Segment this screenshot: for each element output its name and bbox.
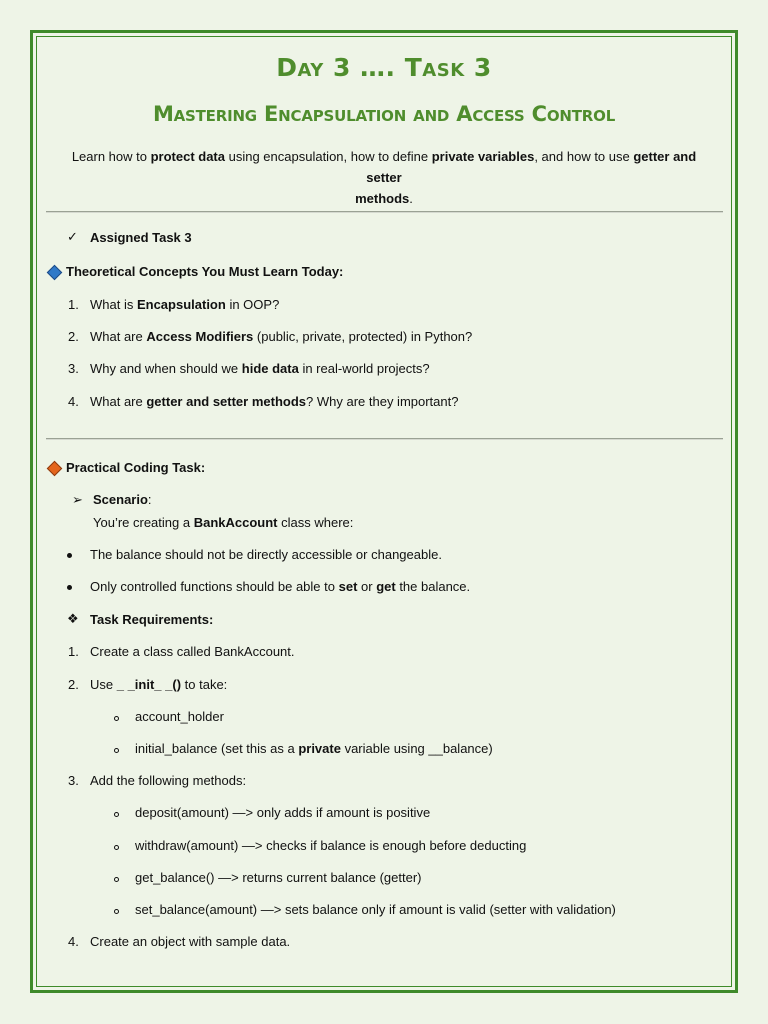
circle-bullet-icon bbox=[114, 748, 119, 753]
list-number: 2. bbox=[68, 677, 79, 692]
bullet-icon bbox=[67, 553, 72, 558]
requirement-item: Add the following methods: bbox=[90, 773, 247, 788]
theory-heading: Theoretical Concepts You Must Learn Today: bbox=[66, 264, 344, 279]
practical-heading: Practical Coding Task: bbox=[66, 460, 206, 475]
method-item: deposit(amount) —> only adds if amount is positive bbox=[135, 805, 431, 820]
method-item: get_balance() —> returns current balance (getter) bbox=[135, 870, 422, 885]
bullet-item: The balance should not be directly accessible or changeable. bbox=[90, 547, 442, 562]
divider bbox=[46, 438, 723, 440]
circle-bullet-icon bbox=[114, 877, 119, 882]
circle-bullet-icon bbox=[114, 716, 119, 721]
list-number: 3. bbox=[68, 773, 79, 788]
divider bbox=[46, 211, 723, 213]
theory-item: What is Encapsulation in OOP? bbox=[90, 297, 280, 312]
theory-item: What are Access Modifiers (public, private, protected) in Python? bbox=[90, 329, 473, 344]
list-number: 1. bbox=[68, 297, 79, 312]
requirement-item: Use _ _init_ _() to take: bbox=[90, 677, 228, 692]
page-subtitle: Mastering Encapsulation and Access Control bbox=[152, 102, 616, 126]
bullet-icon bbox=[67, 585, 72, 590]
circle-bullet-icon bbox=[114, 845, 119, 850]
page-title: Day 3 …. Task 3 bbox=[276, 53, 492, 82]
bullet-item: Only controlled functions should be able to set or get the balance. bbox=[90, 579, 471, 594]
list-number: 2. bbox=[68, 329, 79, 344]
list-number: 4. bbox=[68, 394, 79, 409]
method-item: set_balance(amount) —> sets balance only if amount is valid (setter with validation) bbox=[135, 902, 616, 917]
intro-bold: methods bbox=[355, 191, 410, 206]
scenario-text: You’re creating a BankAccount class where: bbox=[93, 515, 354, 530]
list-number: 1. bbox=[68, 644, 79, 659]
intro-text: . bbox=[409, 191, 413, 206]
list-number: 3. bbox=[68, 361, 79, 376]
theory-item: What are getter and setter methods? Why are they important? bbox=[90, 394, 459, 409]
sub-item: initial_balance (set this as a private variable using __balance) bbox=[135, 741, 493, 756]
theory-item: Why and when should we hide data in real-world projects? bbox=[90, 361, 430, 376]
intro-bold: getter and setter bbox=[366, 149, 697, 185]
check-icon: ✓ bbox=[67, 229, 78, 244]
sub-item: account_holder bbox=[135, 709, 224, 724]
list-number: 4. bbox=[68, 934, 79, 949]
assigned-task-label: Assigned Task 3 bbox=[90, 230, 192, 245]
scenario-label: Scenario: bbox=[93, 492, 152, 507]
intro-text: using encapsulation, how to define bbox=[225, 149, 432, 164]
intro-text: Learn how to bbox=[71, 149, 151, 164]
requirements-heading: Task Requirements: bbox=[90, 612, 214, 627]
diamond-bullet-icon: ❖ bbox=[67, 611, 79, 626]
requirement-item: Create an object with sample data. bbox=[90, 934, 291, 949]
intro-paragraph bbox=[56, 146, 712, 209]
intro-bold: private variables bbox=[431, 149, 535, 164]
intro-text: , and how to use bbox=[534, 149, 634, 164]
arrow-bullet-icon: ➢ bbox=[72, 492, 83, 507]
circle-bullet-icon bbox=[114, 909, 119, 914]
circle-bullet-icon bbox=[114, 812, 119, 817]
intro-bold: protect data bbox=[150, 149, 225, 164]
requirement-item: Create a class called BankAccount. bbox=[90, 644, 295, 659]
method-item: withdraw(amount) —> checks if balance is enough before deducting bbox=[135, 838, 527, 853]
